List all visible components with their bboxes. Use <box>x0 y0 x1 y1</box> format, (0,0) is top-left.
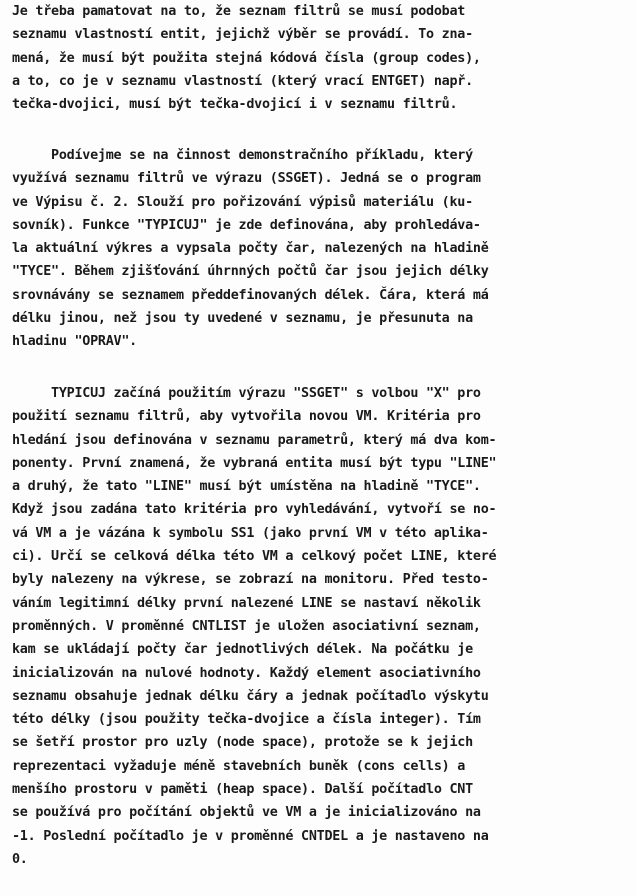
text-line: la aktuální výkres a vypsala počty čar, nalezených na hladině <box>12 241 489 257</box>
text-line: 0. <box>12 851 28 867</box>
text-line: ve Výpisu č. 2. Slouží pro pořizování výpisů materiálu (ku- <box>12 194 473 210</box>
text-line: Když jsou zadána tato kritéria pro vyhledávání, vytvoří se no- <box>12 502 497 518</box>
text-line: délku jinou, než jsou ty uvedené v seznamu, je přesunuta na <box>12 311 473 327</box>
text-line: inicializován na nulové hodnoty. Každý element asociativního <box>12 665 481 681</box>
text-line: tečka-dvojici, musí být tečka-dvojicí i v seznamu filtrů. <box>12 97 458 113</box>
text-line: vá VM a je vázána k symbolu SS1 (jako první VM v této aplika- <box>12 525 489 541</box>
text-line: se používá pro počítání objektů ve VM a je inicializováno na <box>12 805 481 821</box>
text-line: seznamu obsahuje jednak délku čáry a jednak počítadlo výskytu <box>12 688 489 704</box>
text-line: použití seznamu filtrů, aby vytvořila novou VM. Kritéria pro <box>12 409 481 425</box>
text-line: a druhý, že tato "LINE" musí být umístěna na hladině "TYCE". <box>12 479 481 495</box>
text-line: seznamu vlastností entit, jejichž výběr se provádí. To zna- <box>12 27 473 43</box>
text-line: sovník). Funkce "TYPICUJ" je zde definována, aby prohledáva- <box>12 217 481 233</box>
text-line: menšího prostoru v paměti (heap space). Další počítadlo CNT <box>12 782 473 798</box>
text-line: a to, co je v seznamu vlastností (který vrací ENTGET) např. <box>12 73 473 89</box>
text-line: proměnných. V proměnné CNTLIST je uložen asociativní seznam, <box>12 618 481 634</box>
text-line: ponenty. První znamená, že vybraná entita musí být typu "LINE" <box>12 455 497 471</box>
text-line: této délky (jsou použity tečka-dvojice a čísla integer). Tím <box>12 712 481 728</box>
text-line: reprezentaci vyžaduje méně stavebních buněk (cons cells) a <box>12 758 466 774</box>
text-line: mená, že musí být použita stejná kódová čísla (group codes), <box>12 50 481 66</box>
text-line: Je třeba pamatovat na to, že seznam filtrů se musí podobat <box>12 4 466 19</box>
text-line: byly nalezeny na výkrese, se zobrazí na monitoru. Před testo- <box>12 572 489 588</box>
paragraph-typicuj-description <box>12 382 630 871</box>
paragraph-filter-list <box>12 0 630 116</box>
paragraph-demo-example <box>12 144 630 354</box>
text-line: váním legitimní délky první nalezené LINE se nastaví několik <box>12 595 481 611</box>
text-line: hladinu "OPRAV". <box>12 334 137 350</box>
text-line: kam se ukládají počty čar jednotlivých délek. Na počátku je <box>12 642 473 658</box>
text-line: využívá seznamu filtrů ve výrazu (SSGET). Jedná se o program <box>12 171 481 187</box>
text-line: -1. Poslední počítadlo je v proměnné CNTDEL a je nastaveno na <box>12 828 489 844</box>
text-line: Podívejme se na činnost demonstračního příkladu, který <box>12 148 473 163</box>
text-line: TYPICUJ začíná použitím výrazu "SSGET" s volbou "X" pro <box>12 386 481 401</box>
text-line: se šetří prostor pro uzly (node space), protože se k jejich <box>12 735 473 751</box>
text-line: srovnávány se seznamem předdefinovaných délek. Čára, která má <box>12 287 489 303</box>
text-line: "TYCE". Během zjišťování úhrnných počtů čar jsou jejich délky <box>12 264 489 280</box>
text-line: ci). Určí se celková délka této VM a celkový počet LINE, které <box>12 549 497 565</box>
text-line: hledání jsou definována v seznamu parametrů, který má dva kom- <box>12 432 497 448</box>
